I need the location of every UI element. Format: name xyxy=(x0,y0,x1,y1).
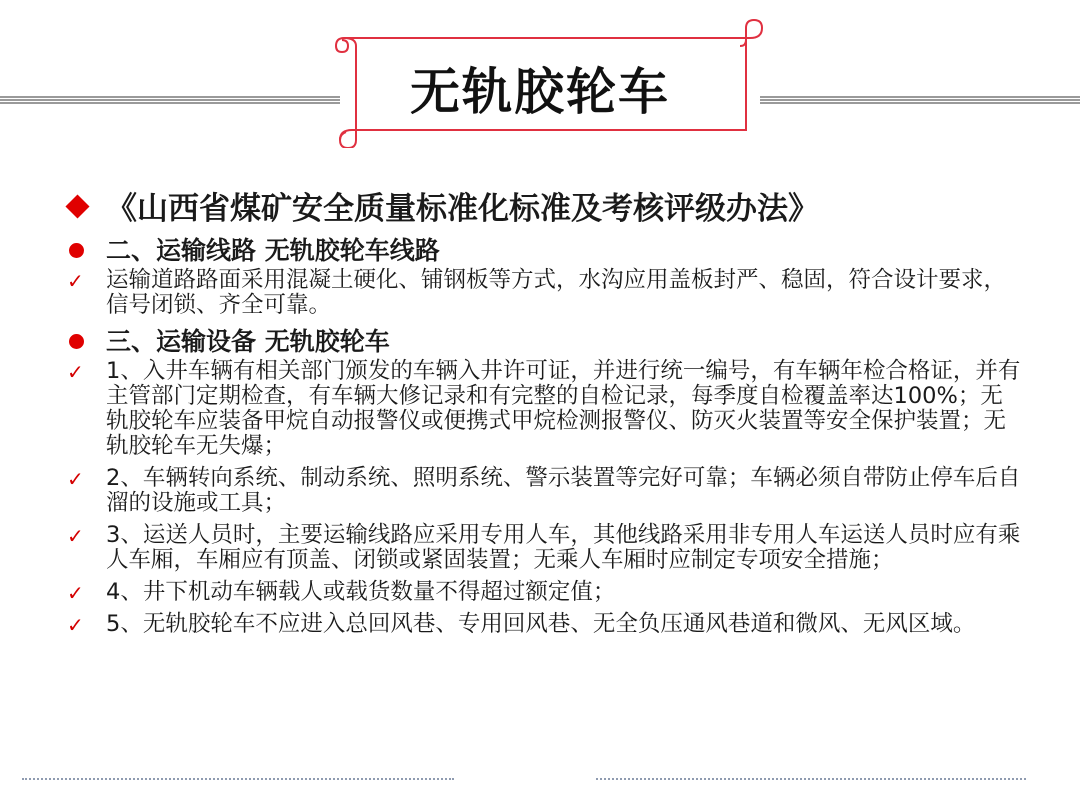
list-item-text: 4、井下机动车辆载人或载货数量不得超过额定值； xyxy=(106,579,616,605)
section-heading xyxy=(64,234,1024,268)
list-item-text: 3、运送人员时，主要运输线路应采用专用人车，其他线路采用非专用人车运送人员时应有乘人车厢，车厢应有顶盖、闭锁或紧固装置；无乘人车厢时应制定专项安全措施； xyxy=(106,522,1021,573)
list-item-text: 1、入井车辆有相关部门颁发的车辆入井许可证，并进行统一编号，有车辆年检合格证，并有主管部门定期检查，有车辆大修记录和有完整的自检记录，每季度自检覆盖率达100%；无轨胶轮车应装备甲烷自动报警仪或便携式甲烷检测报警仪、防灭火装置等安全保护装置；无轨胶轮车无失爆； xyxy=(106,358,1021,459)
list-item-text: 5、无轨胶轮车不应进入总回风巷、专用回风巷、无全负压通风巷道和微风、无风区域。 xyxy=(106,611,976,637)
list-item xyxy=(64,268,1024,318)
list-item xyxy=(64,580,1024,605)
header-rule-left xyxy=(0,96,340,104)
checkmark-icon: ✓ xyxy=(67,467,84,491)
diamond-icon xyxy=(64,186,106,215)
bullet-dot-icon xyxy=(64,325,106,349)
list-item-text: 运输道路路面采用混凝土硬化、铺钢板等方式，水沟应用盖板封严、稳固，符合设计要求，信号闭锁、齐全可靠。 xyxy=(106,267,1007,318)
section-heading-text: 三、运输设备 无轨胶轮车 xyxy=(106,327,390,356)
section-heading-text: 二、运输线路 无轨胶轮车线路 xyxy=(106,236,440,265)
header-rule-right xyxy=(760,96,1080,104)
section-heading xyxy=(64,325,1024,359)
list-item xyxy=(64,523,1024,573)
main-heading xyxy=(64,186,1024,232)
main-heading-text: 《山西省煤矿安全质量标准化标准及考核评级办法》 xyxy=(106,191,819,227)
checkmark-icon: ✓ xyxy=(67,360,84,384)
list-item-text: 2、车辆转向系统、制动系统、照明系统、警示装置等完好可靠；车辆必须自带防止停车后自溜的设施或工具； xyxy=(106,465,1021,516)
footer-divider-right xyxy=(596,778,1026,780)
list-item xyxy=(64,612,1024,637)
content-body xyxy=(64,186,1024,644)
checkmark-icon: ✓ xyxy=(67,524,84,548)
footer-divider-left xyxy=(22,778,454,780)
checkmark-icon: ✓ xyxy=(67,613,84,637)
checkmark-icon: ✓ xyxy=(67,581,84,605)
list-item xyxy=(64,466,1024,516)
checkmark-icon: ✓ xyxy=(67,269,84,293)
bullet-dot-icon xyxy=(64,234,106,258)
list-item xyxy=(64,359,1024,459)
page-title: 无轨胶轮车 xyxy=(410,63,670,121)
